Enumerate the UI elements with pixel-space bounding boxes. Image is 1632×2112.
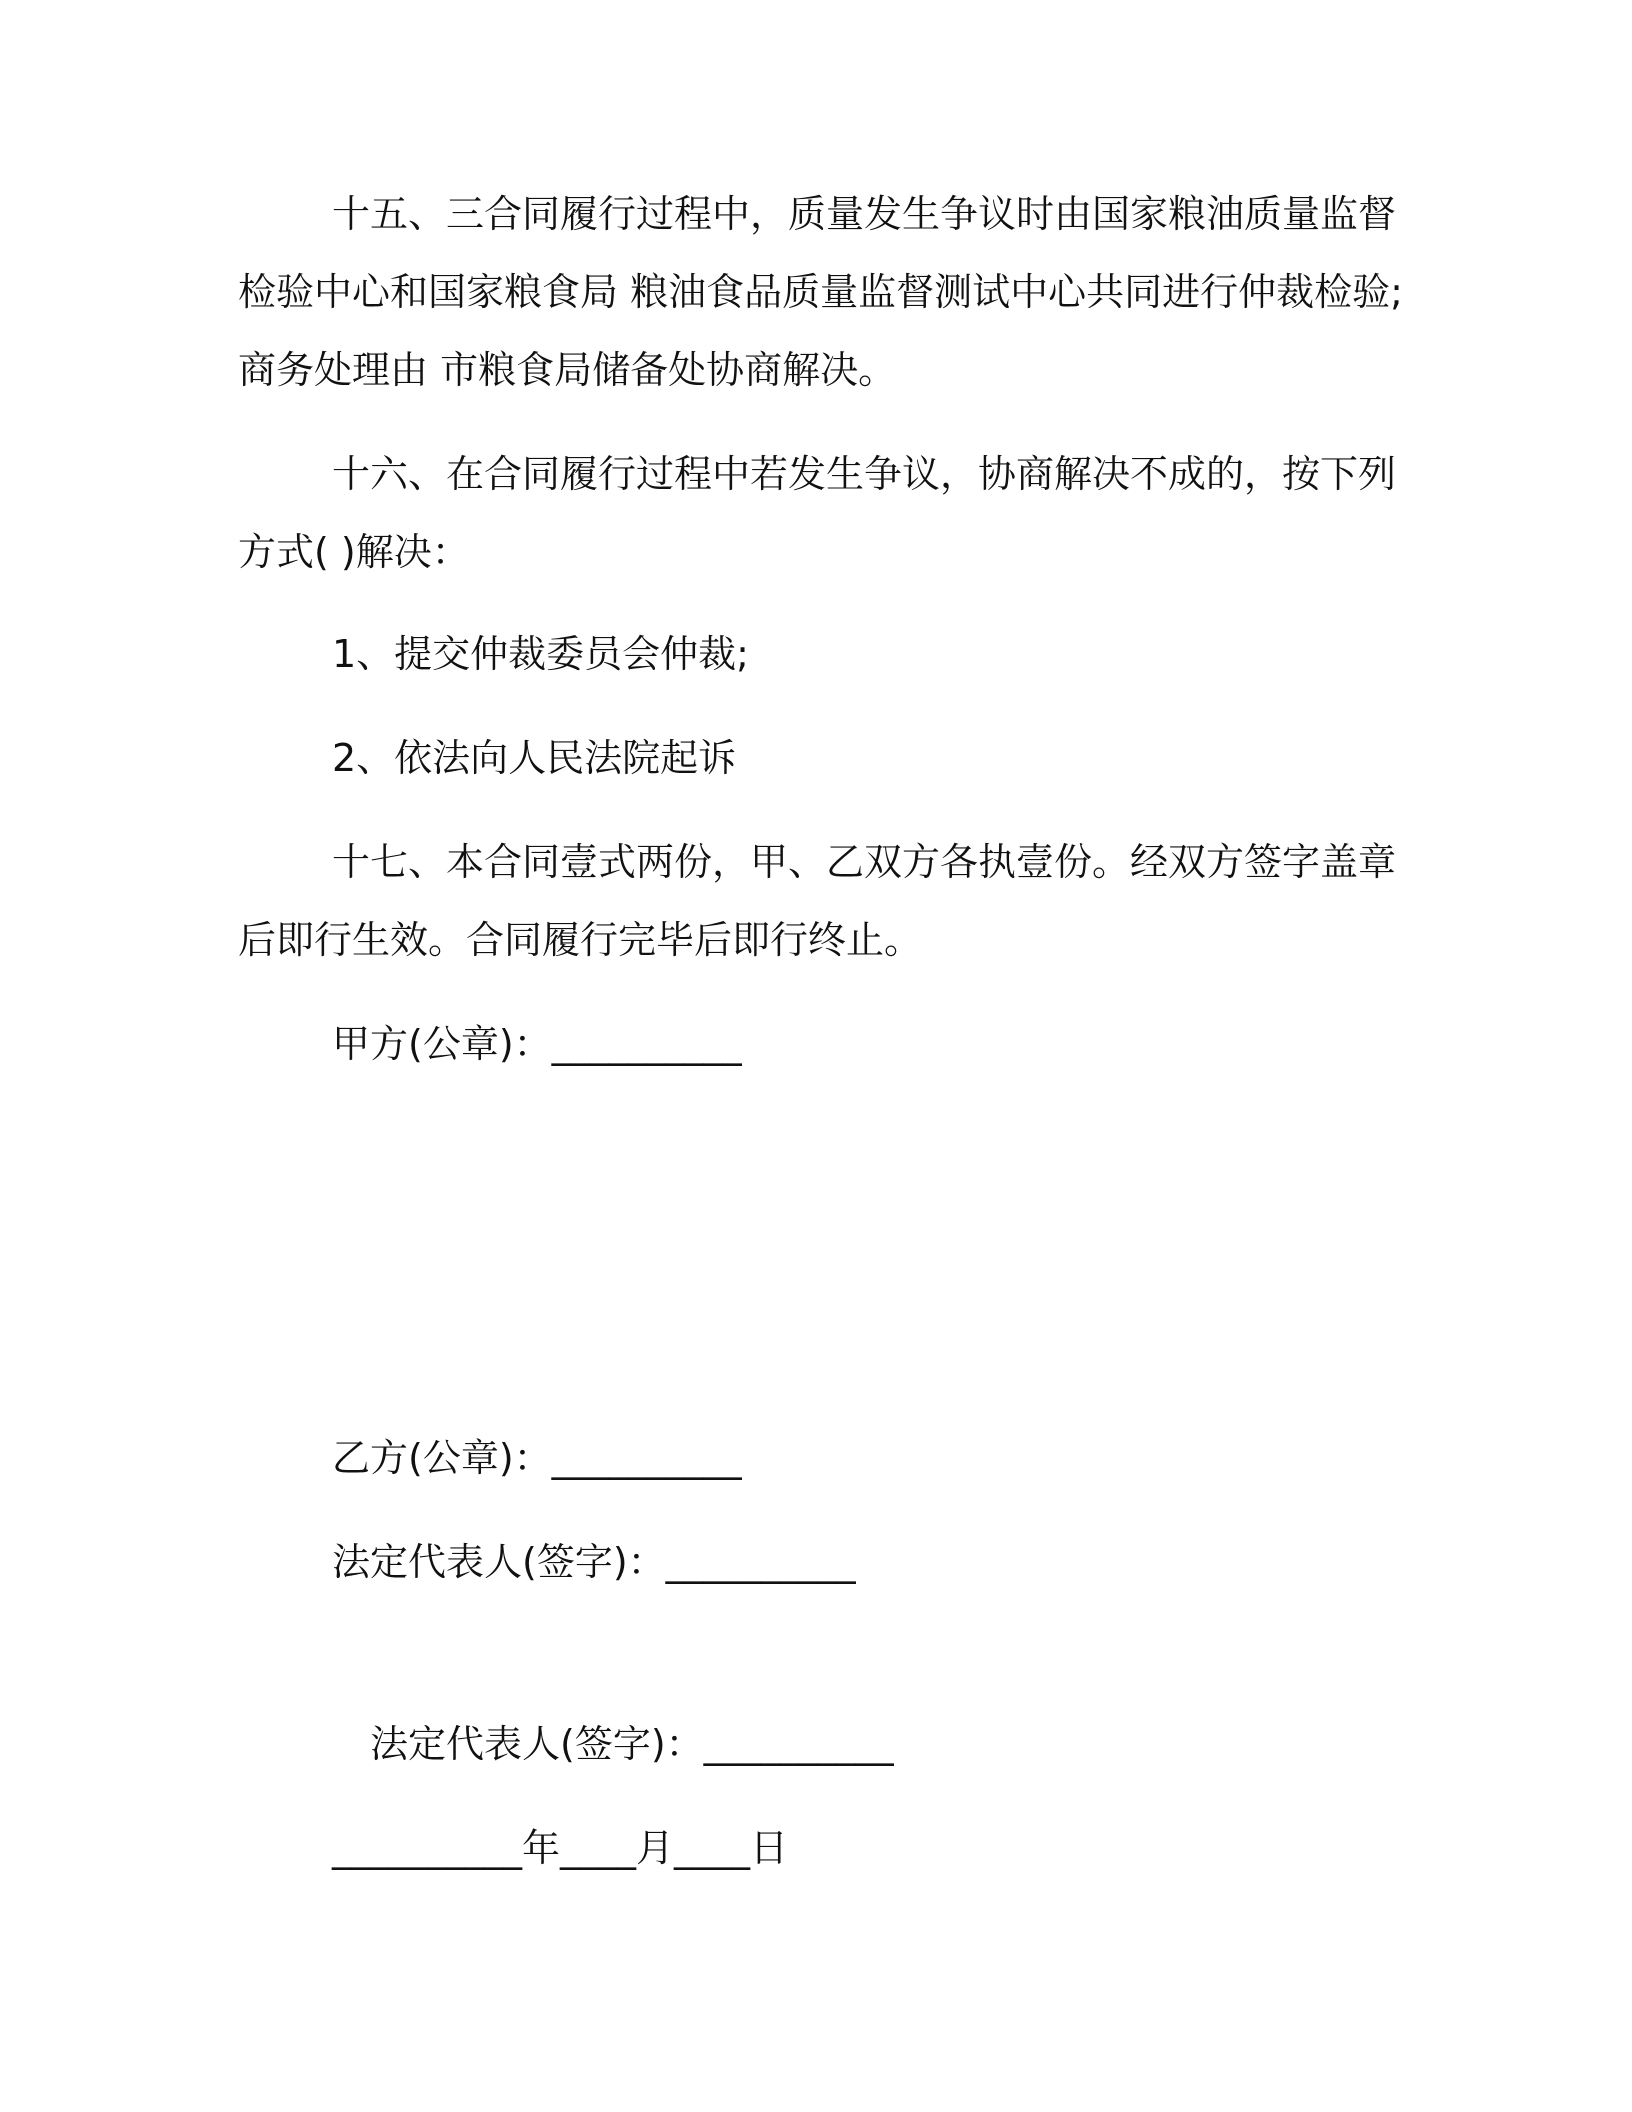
legal-rep-blank-2: __________ <box>703 1722 894 1766</box>
legal-rep-signature-line-2 <box>370 1720 894 1768</box>
party-b-blank: __________ <box>551 1436 742 1480</box>
party-b-label: 乙方(公章)： <box>332 1436 552 1480</box>
clause-15-line-3: 商务处理由 市粮食局储备处协商解决。 <box>238 348 897 392</box>
date-day-label: 日 <box>750 1826 789 1870</box>
clause-16-line-2: 方式( )解决： <box>238 530 470 574</box>
clause-15-line-2: 检验中心和国家粮食局 粮油食品质量监督测试中心共同进行仲裁检验; <box>238 270 1403 314</box>
legal-rep-label-1: 法定代表人(签字)： <box>332 1540 666 1584</box>
clause-15-line-1: 十五、三合同履行过程中，质量发生争议时由国家粮油质量监督 <box>332 192 1397 236</box>
clause-16-line-1: 十六、在合同履行过程中若发生争议，协商解决不成的，按下列 <box>332 452 1397 496</box>
party-a-seal-line <box>332 1020 742 1068</box>
date-line <box>332 1824 788 1872</box>
clause-17-line-2: 后即行生效。合同履行完毕后即行终止。 <box>238 918 923 962</box>
clause-16-option-2: 2、依法向人民法院起诉 <box>332 736 737 780</box>
clause-16-option-1: 1、提交仲裁委员会仲裁; <box>332 632 749 676</box>
party-b-seal-line <box>332 1434 742 1482</box>
clause-17-line-1: 十七、本合同壹式两份，甲、乙双方各执壹份。经双方签字盖章 <box>332 840 1397 884</box>
party-a-blank: __________ <box>551 1022 742 1066</box>
date-month-label: 月 <box>636 1826 675 1870</box>
party-a-label: 甲方(公章)： <box>332 1022 552 1066</box>
date-year-blank: __________ <box>332 1826 522 1870</box>
legal-rep-signature-line-1 <box>332 1538 856 1586</box>
date-day-blank: ____ <box>674 1826 751 1870</box>
date-month-blank: ____ <box>560 1826 637 1870</box>
date-year-label: 年 <box>522 1826 561 1870</box>
legal-rep-blank-1: __________ <box>665 1540 856 1584</box>
legal-rep-label-2: 法定代表人(签字)： <box>370 1722 704 1766</box>
